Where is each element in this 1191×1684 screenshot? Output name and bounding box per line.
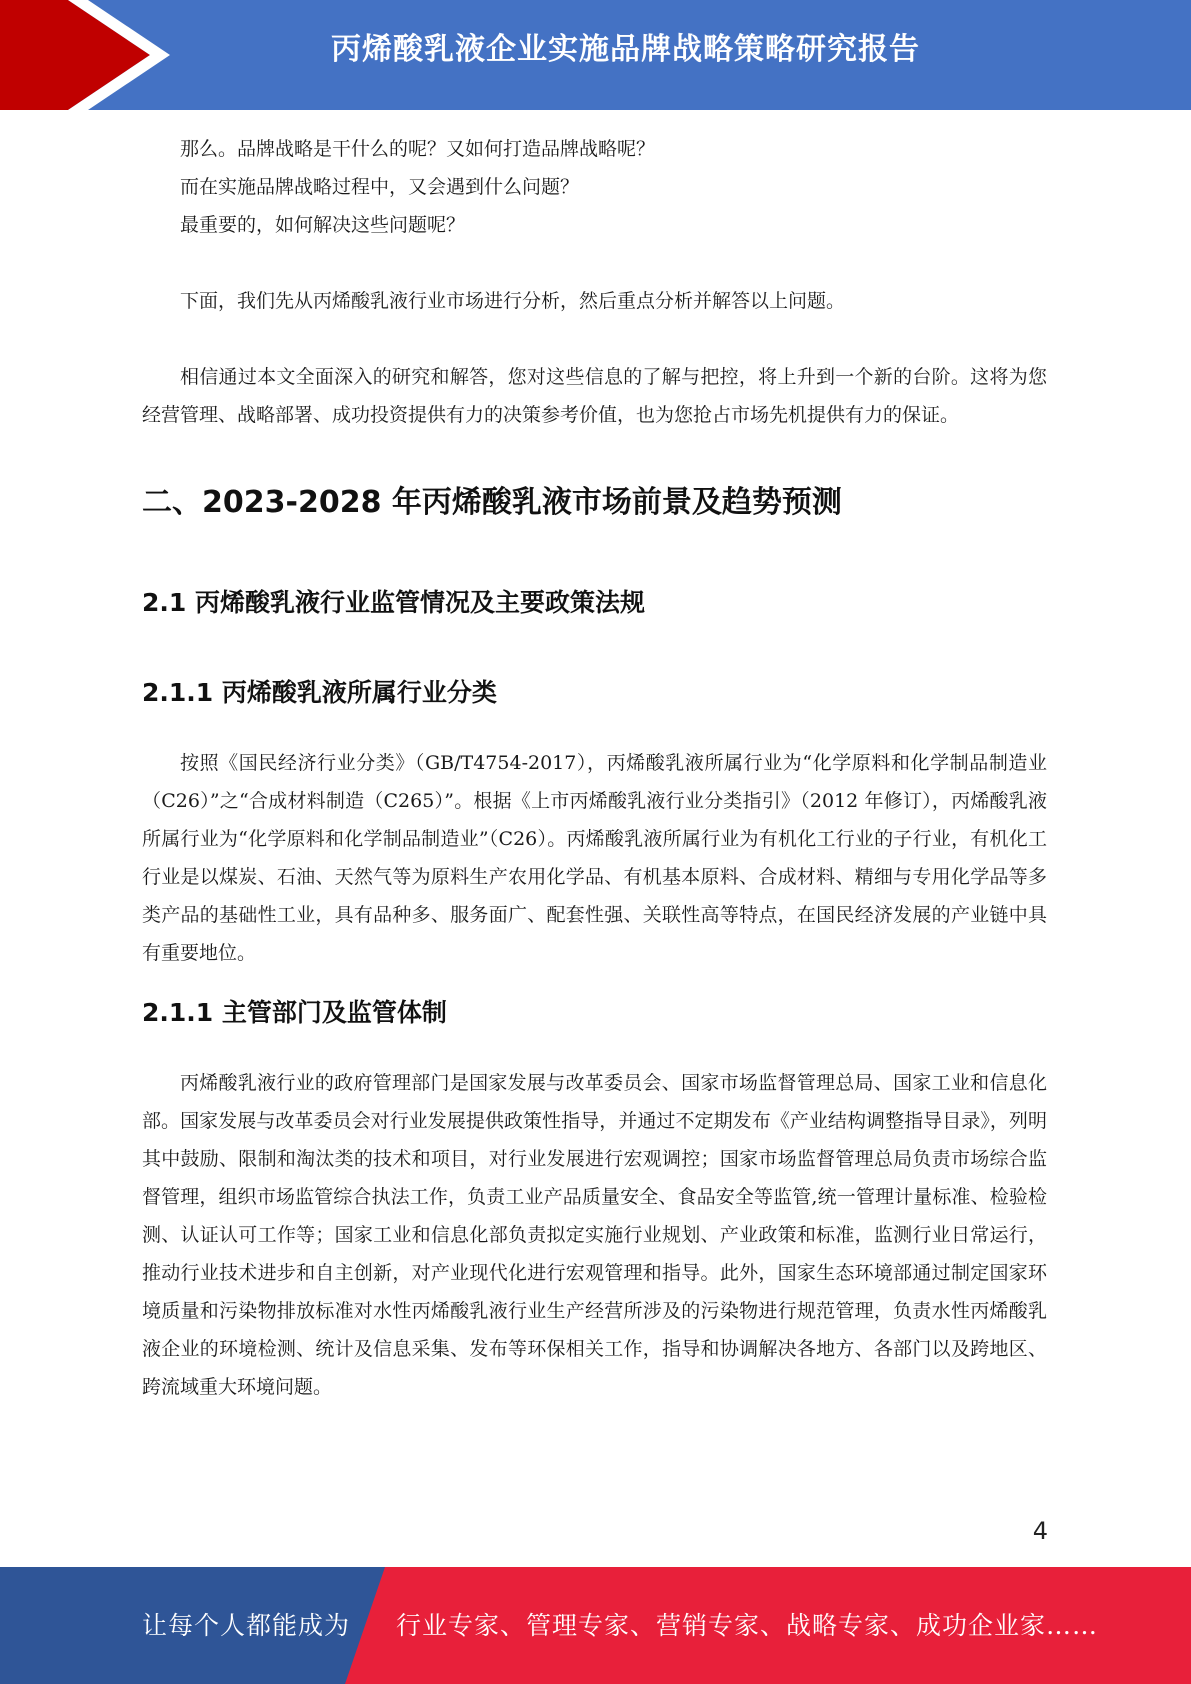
intro-analysis-paragraph: 下面，我们先从丙烯酸乳液行业市场进行分析，然后重点分析并解答以上问题。	[180, 290, 846, 312]
page-number: 4	[1032, 1517, 1048, 1545]
intro-question-2: 而在实施品牌战略过程中，又会遇到什么问题？	[180, 176, 580, 198]
subsection-heading-2-1-1-regulation: 2.1.1 主管部门及监管体制	[142, 998, 447, 1027]
intro-question-3: 最重要的，如何解决这些问题呢？	[180, 214, 466, 236]
footer-slogan-right: 行业专家、管理专家、营销专家、战略专家、成功企业家……	[396, 1611, 1099, 1640]
intro-value-paragraph: 相信通过本文全面深入的研究和解答，您对这些信息的了解与把控，将上升到一个新的台阶。这将为您经营管理、战略部署、成功投资提供有力的决策参考价值，也为您抢占市场先机提供有力的保证。	[142, 366, 1047, 426]
report-title: 丙烯酸乳液企业实施品牌战略策略研究报告	[331, 32, 920, 67]
page-header	[0, 0, 1191, 110]
subsection-heading-2-1: 2.1 丙烯酸乳液行业监管情况及主要政策法规	[142, 588, 645, 617]
document-body	[142, 130, 1047, 1406]
classification-paragraph: 按照《国民经济行业分类》（GB/T4754-2017），丙烯酸乳液所属行业为“化学原料和化学制品制造业（C26）”之“合成材料制造（C265）”。根据《上市丙烯酸乳液行业分类指引》（2012 年修订），丙烯酸乳液所属行业为“化学原料和化学制品制造业”（C26）。丙烯酸乳液所属行业为有机化工行业的子行业，有机化工行业是以煤炭、石油、天然气等为原料生产农用化学品、有机基本原料、合成材料、精细与专用化学品等多类产品的基础性工业，具有品种多、服务面广、配套性强、关联性高等特点，在国民经济发展的产业链中具有重要地位。	[142, 752, 1047, 964]
regulation-paragraph: 丙烯酸乳液行业的政府管理部门是国家发展与改革委员会、国家市场监督管理总局、国家工业和信息化部。国家发展与改革委员会对行业发展提供政策性指导，并通过不定期发布《产业结构调整指导目录》，列明其中鼓励、限制和淘汰类的技术和项目，对行业发展进行宏观调控；国家市场监督管理总局负责市场综合监督管理，组织市场监管综合执法工作，负责工业产品质量安全、食品安全等监管,统一管理计量标准、检验检测、认证认可工作等；国家工业和信息化部负责拟定实施行业规划、产业政策和标准，监测行业日常运行，推动行业技术进步和自主创新，对产业现代化进行宏观管理和指导。此外，国家生态环境部通过制定国家环境质量和污染物排放标准对水性丙烯酸乳液行业生产经营所涉及的污染物进行规范管理，负责水性丙烯酸乳液企业的环境检测、统计及信息采集、发布等环保相关工作，指导和协调解决各地方、各部门以及跨地区、跨流域重大环境问题。	[142, 1072, 1047, 1398]
section-heading-2: 二、2023-2028 年丙烯酸乳液市场前景及趋势预测	[142, 485, 842, 520]
intro-question-1: 那么。品牌战略是干什么的呢？又如何打造品牌战略呢？	[180, 138, 656, 160]
footer-slogan-left: 让每个人都能成为	[142, 1611, 351, 1640]
subsection-heading-2-1-1-classification: 2.1.1 丙烯酸乳液所属行业分类	[142, 678, 497, 707]
page-footer	[0, 1567, 1191, 1684]
